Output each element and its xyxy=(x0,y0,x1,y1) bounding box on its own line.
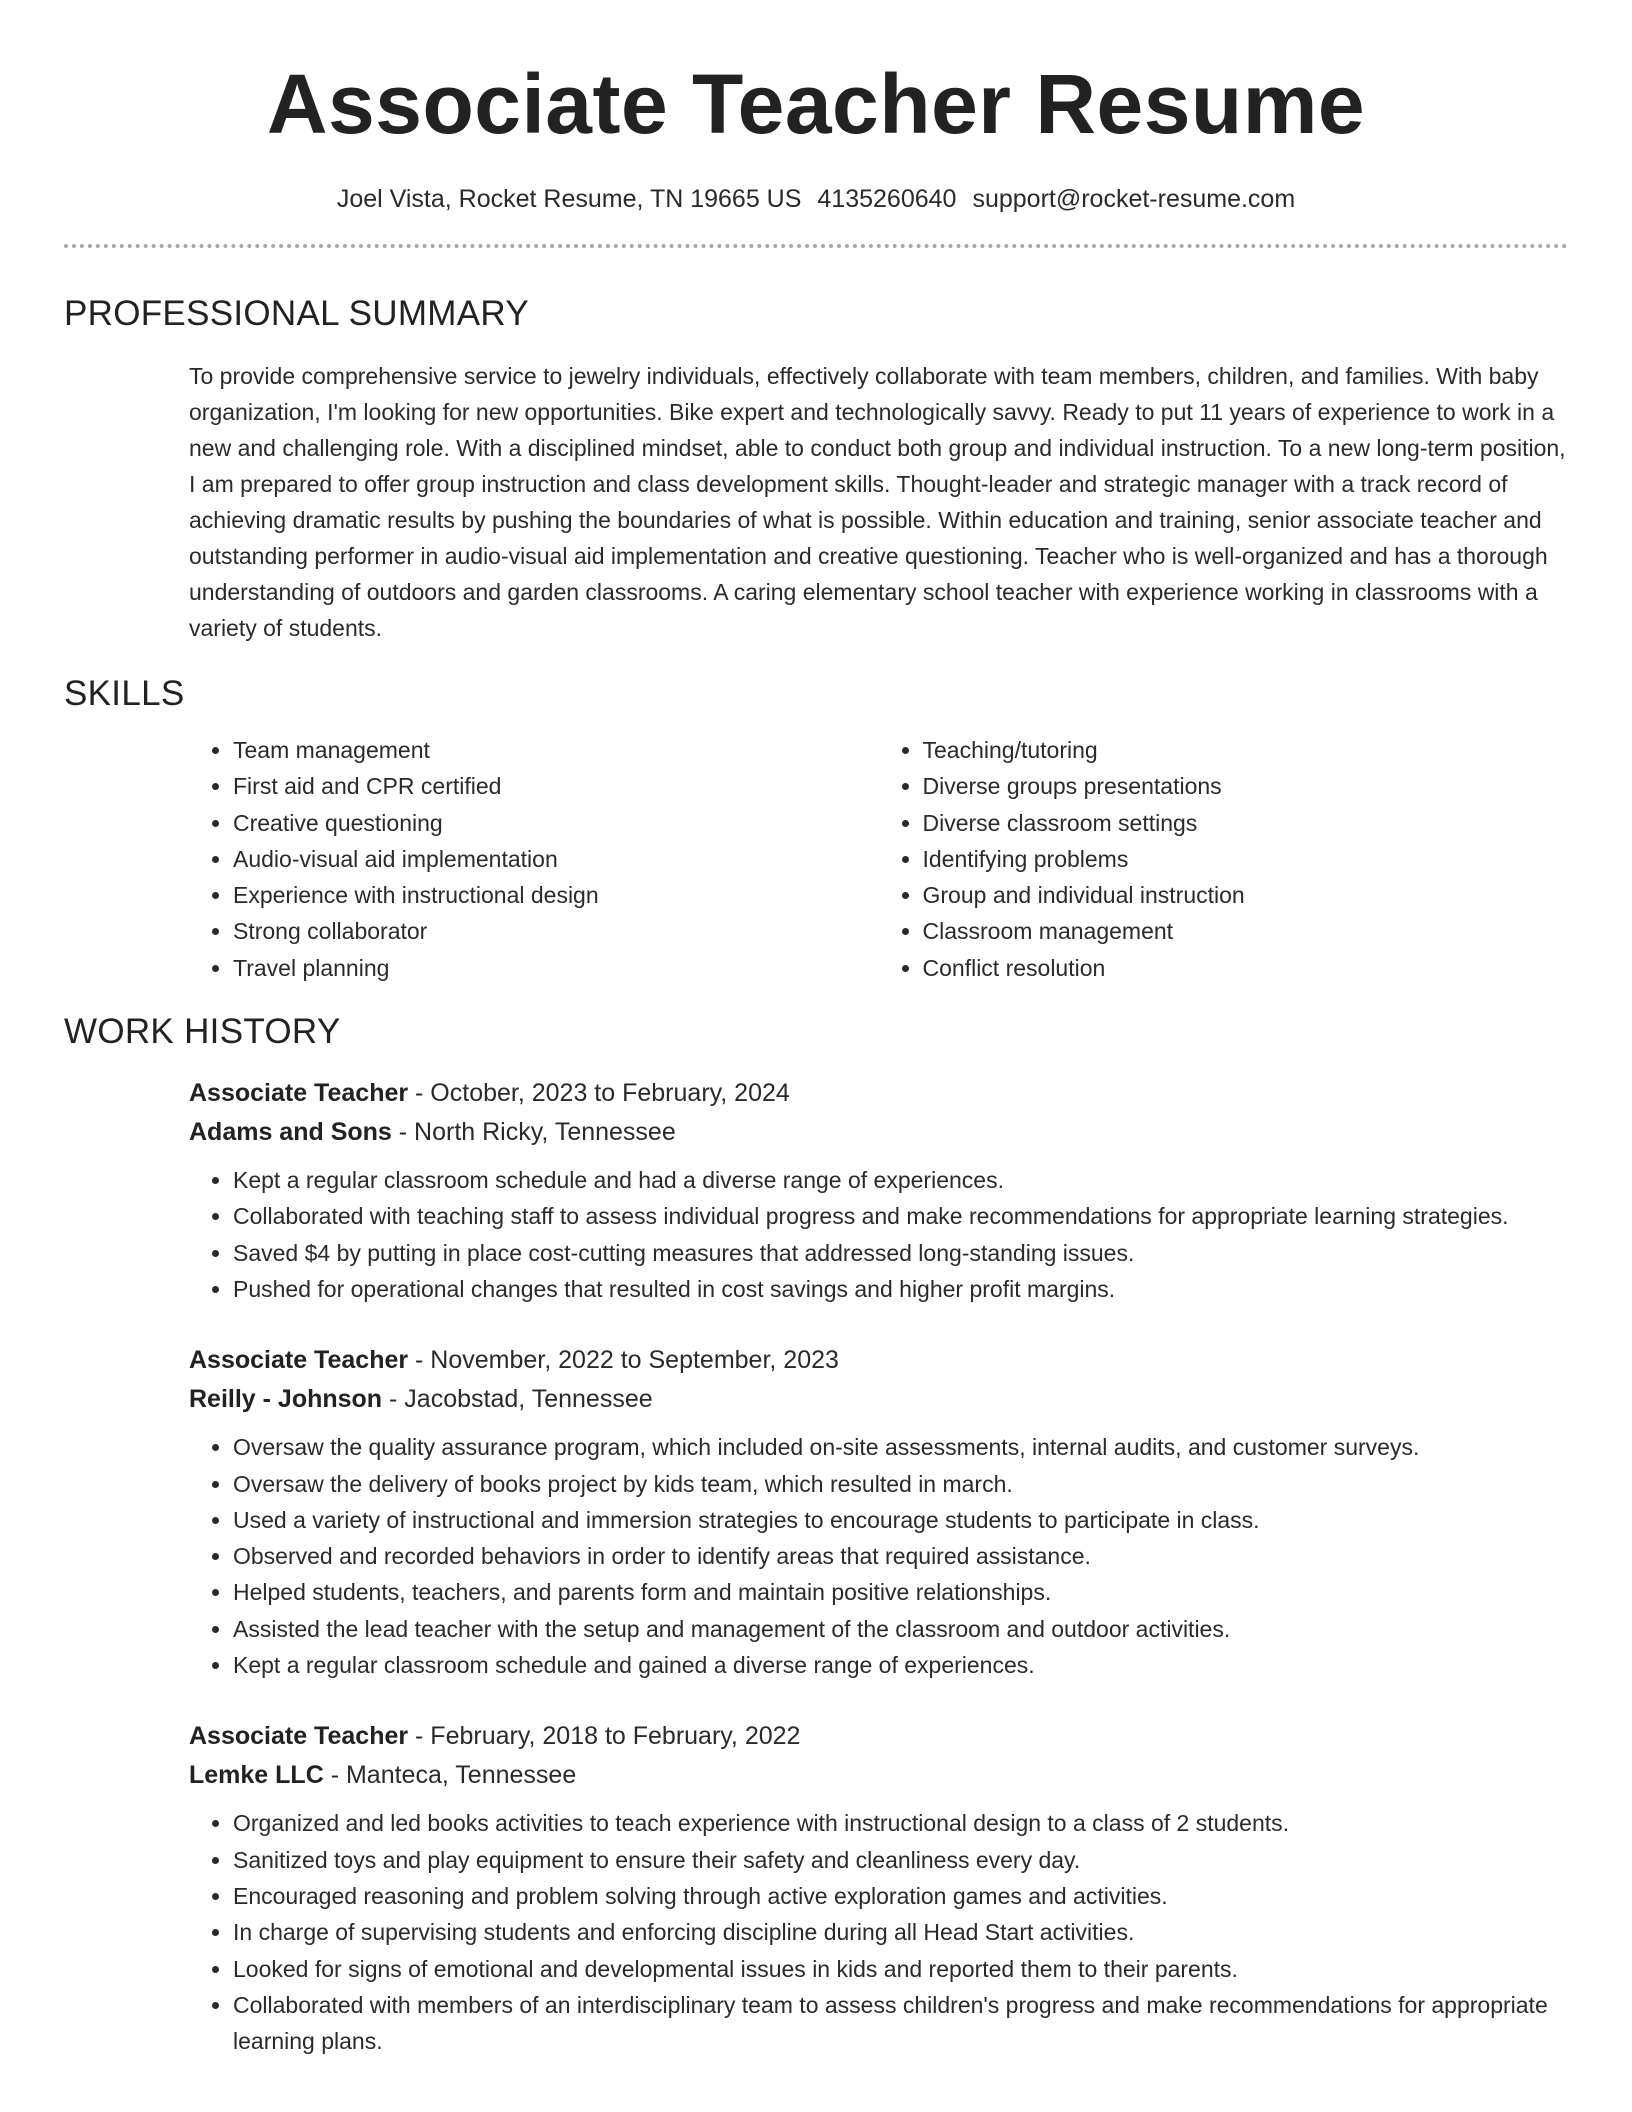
job-entry xyxy=(189,1074,1568,1307)
job-company-line xyxy=(189,1113,1568,1152)
job-duties xyxy=(189,1429,1568,1683)
job-entry xyxy=(189,1341,1568,1683)
skill-item: • Diverse classroom settings xyxy=(923,805,1569,841)
job-title-line xyxy=(189,1717,1568,1756)
job-dates: - February, 2018 to February, 2022 xyxy=(408,1722,801,1751)
skill-item: • Experience with instructional design xyxy=(233,877,879,913)
duty-item: • Assisted the lead teacher with the setup and management of the classroom and outdoor activities. xyxy=(233,1611,1568,1647)
summary-section xyxy=(64,292,1568,646)
job-location: - Jacobstad, Tennessee xyxy=(382,1385,653,1414)
skills-column-right xyxy=(879,732,1569,986)
job-company-line xyxy=(189,1756,1568,1795)
skill-item: • Team management xyxy=(233,732,879,768)
job-dates: - October, 2023 to February, 2024 xyxy=(408,1079,790,1108)
job-entry xyxy=(189,1717,1568,2059)
job-role: Associate Teacher xyxy=(189,1079,409,1108)
skill-item: • Strong collaborator xyxy=(233,913,879,949)
summary-text: To provide comprehensive service to jewelry individuals, effectively collaborate with team members, children, and families. With baby organization, I'm looking for new opportunities. Bike expert and technologically savvy. Ready to put 11 years of experience to work in a new and challenging role. With a disciplined mindset, able to conduct both group and individual instruction. To a new long-term position, I am prepared to offer group instruction and class development skills. Thought-leader and strategic manager with a track record of achieving dramatic results by pushing the boundaries of what is possible. Within education and training, senior associate teacher and outstanding performer in audio-visual aid implementation and creative questioning. Teacher who is well-organized and has a thorough understanding of outdoors and garden classrooms. A caring elementary school teacher with experience working in classrooms with a variety of students. xyxy=(189,363,1566,641)
work-history-heading: WORK HISTORY xyxy=(64,1012,341,1052)
skill-item: • Teaching/tutoring xyxy=(923,732,1569,768)
job-duties xyxy=(189,1805,1568,2059)
duty-item: • Helped students, teachers, and parents form and maintain positive relationships. xyxy=(233,1574,1568,1610)
contact-line xyxy=(64,184,1568,214)
skill-item: • Creative questioning xyxy=(233,805,879,841)
skill-item: • Travel planning xyxy=(233,950,879,986)
header-divider xyxy=(64,244,1568,248)
duty-item: • Collaborated with members of an interdisciplinary team to assess children's progress and make recommendations for appropriate learning plans. xyxy=(233,1987,1568,2060)
duty-item: • Observed and recorded behaviors in order to identify areas that required assistance. xyxy=(233,1538,1568,1574)
work-history-section xyxy=(64,1010,1568,2059)
job-company-line xyxy=(189,1380,1568,1419)
skill-item: • Diverse groups presentations xyxy=(923,768,1569,804)
job-title-line xyxy=(189,1341,1568,1380)
duty-item: • Sanitized toys and play equipment to ensure their safety and cleanliness every day. xyxy=(233,1842,1568,1878)
skill-item: • Identifying problems xyxy=(923,841,1569,877)
duty-item: • Encouraged reasoning and problem solving through active exploration games and activities. xyxy=(233,1878,1568,1914)
duty-item: • Kept a regular classroom schedule and had a diverse range of experiences. xyxy=(233,1162,1568,1198)
contact-email: support@rocket-resume.com xyxy=(972,185,1296,213)
skill-item: • First aid and CPR certified xyxy=(233,768,879,804)
skills-grid xyxy=(189,732,1568,986)
contact-address: Joel Vista, Rocket Resume, TN 19665 US xyxy=(336,185,802,213)
job-dates: - November, 2022 to September, 2023 xyxy=(408,1346,839,1375)
job-role: Associate Teacher xyxy=(189,1722,409,1751)
job-company: Adams and Sons xyxy=(189,1118,392,1147)
job-duties xyxy=(189,1162,1568,1307)
duty-item: • Used a variety of instructional and immersion strategies to encourage students to participate in class. xyxy=(233,1502,1568,1538)
duty-item: • In charge of supervising students and enforcing discipline during all Head Start activities. xyxy=(233,1914,1568,1950)
duty-item: • Saved $4 by putting in place cost-cutting measures that addressed long-standing issues. xyxy=(233,1235,1568,1271)
skill-item: • Group and individual instruction xyxy=(923,877,1569,913)
page-title: Associate Teacher Resume xyxy=(266,57,1366,151)
job-location: - Manteca, Tennessee xyxy=(323,1761,577,1790)
job-company: Lemke LLC xyxy=(189,1761,324,1790)
job-company: Reilly - Johnson xyxy=(189,1385,383,1414)
skill-item: • Classroom management xyxy=(923,913,1569,949)
duty-item: • Looked for signs of emotional and developmental issues in kids and reported them to their parents. xyxy=(233,1951,1568,1987)
skills-heading: SKILLS xyxy=(64,674,185,713)
job-role: Associate Teacher xyxy=(189,1346,409,1375)
duty-item: • Kept a regular classroom schedule and gained a diverse range of experiences. xyxy=(233,1647,1568,1683)
duty-item: • Oversaw the delivery of books project by kids team, which resulted in march. xyxy=(233,1466,1568,1502)
duty-item: • Collaborated with teaching staff to assess individual progress and make recommendations for appropriate learning strategies. xyxy=(233,1198,1568,1234)
job-location: - North Ricky, Tennessee xyxy=(391,1118,676,1147)
duty-item: • Oversaw the quality assurance program, which included on-site assessments, internal audits, and customer surveys. xyxy=(233,1429,1568,1465)
job-title-line xyxy=(189,1074,1568,1113)
summary-heading: PROFESSIONAL SUMMARY xyxy=(64,294,529,333)
duty-item: • Pushed for operational changes that resulted in cost savings and higher profit margins. xyxy=(233,1271,1568,1307)
contact-phone: 4135260640 xyxy=(817,185,957,213)
skill-item: • Audio-visual aid implementation xyxy=(233,841,879,877)
skill-item: • Conflict resolution xyxy=(923,950,1569,986)
skills-section xyxy=(64,672,1568,986)
duty-item: • Organized and led books activities to teach experience with instructional design to a class of 2 students. xyxy=(233,1805,1568,1841)
skills-column-left xyxy=(189,732,879,986)
